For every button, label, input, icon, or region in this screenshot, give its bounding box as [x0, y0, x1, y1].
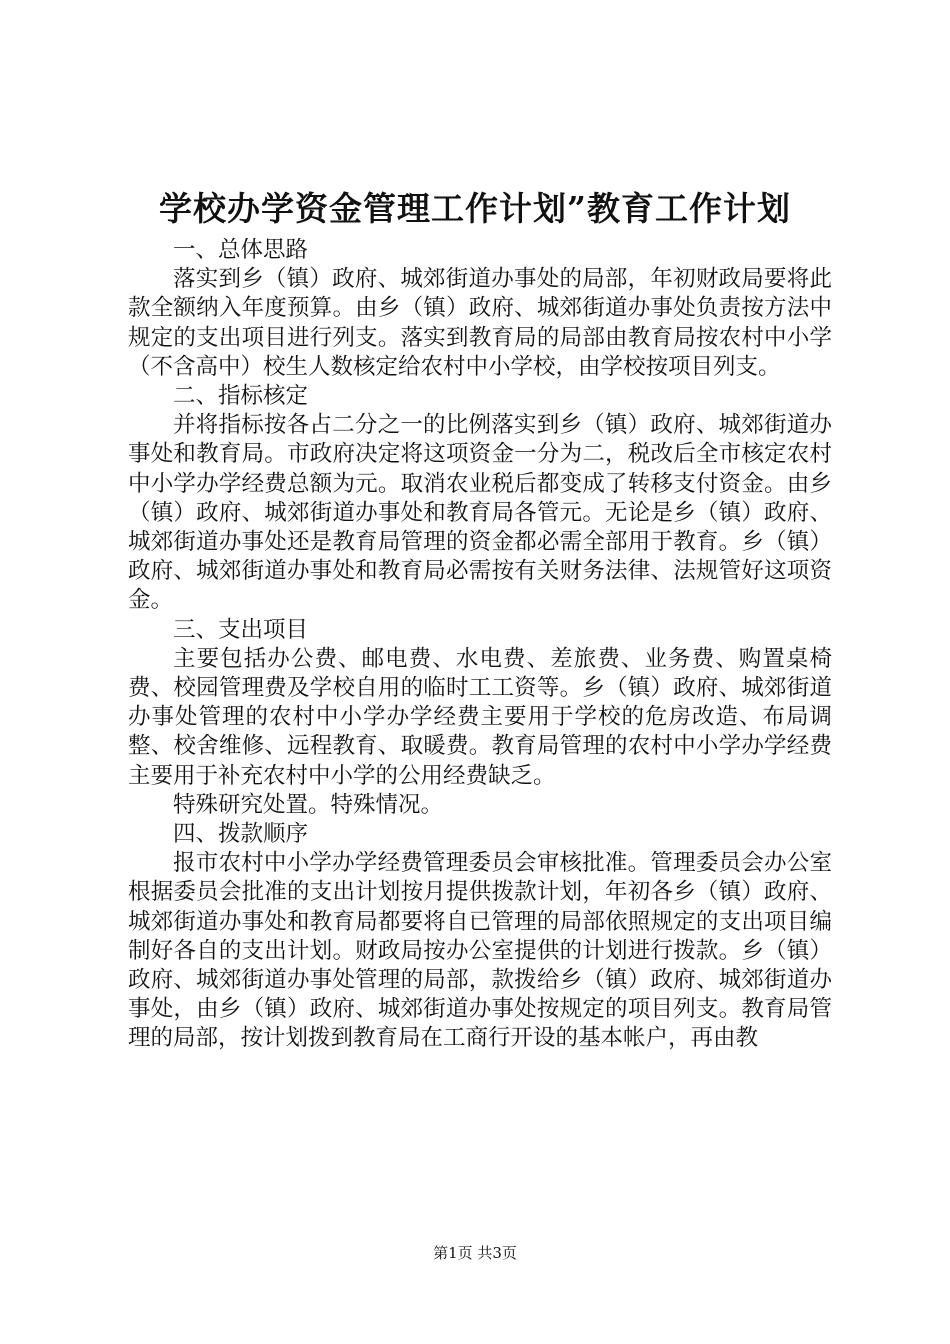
- section-heading: 四、拨款顺序: [173, 821, 309, 848]
- body-paragraph: 主要包括办公费、邮电费、水电费、差旅费、业务费、购置桌椅费、校园管理费及学校自用的临时工工资等。乡（镇）政府、城郊街道办事处管理的农村中小学办学经费主要用于学校的危房改造、布局调整、校舍维修、远程教育、取暖费。教育局管理的农村中小学办学经费主要用于补充农村中小学的公用经费缺乏。: [128, 645, 832, 789]
- body-paragraph: 并将指标按各占二分之一的比例落实到乡（镇）政府、城郊街道办事处和教育局。市政府决定将这项资金一分为二，税改后全市核定农村中小学办学经费总额为元。取消农业税后都变成了转移支付资金。由乡（镇）政府、城郊街道办事处和教育局各管元。无论是乡（镇）政府、城郊街道办事处还是教育局管理的资金都必需全部用于教育。乡（镇）政府、城郊街道办事处和教育局必需按有关财务法律、法规管好这项资金。: [128, 412, 832, 614]
- body-paragraph: 报市农村中小学办学经费管理委员会审核批准。管理委员会办公室根据委员会批准的支出计划按月提供拨款计划，年初各乡（镇）政府、城郊街道办事处和教育局都要将自已管理的局部依照规定的支出项目编制好各自的支出计划。财政局按办公室提供的计划进行拨款。乡（镇）政府、城郊街道办事处管理的局部，款拨给乡（镇）政府、城郊街道办事处，由乡（镇）政府、城郊街道办事处按规定的项目列支。教育局管理的局部，按计划拨到教育局在工商行开设的基本帐户，再由教: [128, 850, 832, 1052]
- section-heading: 一、总体思路: [173, 237, 309, 263]
- document-title: 学校办学资金管理工作计划”教育工作计划: [159, 189, 791, 228]
- document-body: [128, 236, 832, 1054]
- section-heading: 三、支出项目: [173, 616, 309, 643]
- section-heading: 二、指标核定: [173, 383, 309, 410]
- page-number-footer: 第1页 共3页: [433, 1244, 517, 1262]
- body-paragraph: 特殊研究处置。特殊情况。: [173, 791, 444, 818]
- body-paragraph: 落实到乡（镇）政府、城郊街道办事处的局部，年初财政局要将此款全额纳入年度预算。由乡（镇）政府、城郊街道办事处负责按方法中规定的支出项目进行列支。落实到教育局的局部由教育局按农村中小学（不含高中）校生人数核定给农村中小学校，由学校按项目列支。: [128, 266, 832, 380]
